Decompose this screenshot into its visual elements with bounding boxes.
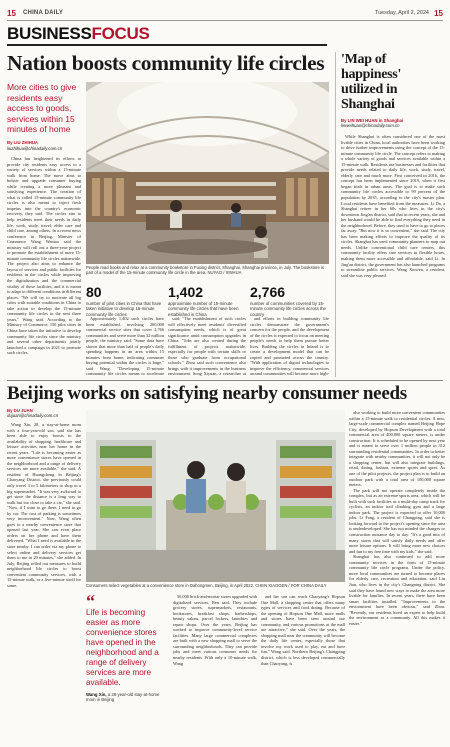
- masthead-rule: [7, 20, 443, 21]
- issue-date: Tuesday, April 2, 2024: [374, 10, 429, 16]
- stat-value: 80: [86, 284, 102, 300]
- story2-byline-email: dujuan@chinadaily.com.cn: [7, 413, 59, 419]
- photo-caption: People read books and relax at a community bookstore in Fuxing district, Shanghai. Shanghai province, in July. The bookstore is part of a model of the 15-minute community life circle in the area. NUYAO / XINHUA: [86, 265, 324, 276]
- story1-col1-text: China has heightened its efforts to provide city residents easy access to a variety of services within a 15-minute walk from home. The move aims to bolster and upgrade consumer buying while creating a more pleasant and satisfying experience. The creation of what is called 15-minute community life circles is also meant to inject fresh impetus into the country's economic recovery, they said. The circles aim to help residents meet their needs in daily life, work, study, travel, elder care and child care, among others. In a recent news conference in Beijing, Minister of Commerce Wang Wentao said the ministry will roll out a three-year project to promote the establishment of more 15-minute community life circles nationwide. The project also aims to enhance the layout of services and public facilities for residents in the circles while improving the digitalization and the commercial vitality of these facilities, and it is meant to adapt to different conditions in different places. "We will try to motivate all big cities with suitable conditions in China to take action to develop the 15-minute community life circles in the next three years," Wang said. According to the Ministry of Commerce, 150 pilot cities in China have taken the initiative to develop community life circles since the ministry and several other departments jointly launched a campaign in 2021 to promote such circles.: [7, 156, 81, 356]
- stat-circles: [168, 284, 246, 317]
- second-headline: Beijing works on satisfying nearby consumer needs: [7, 383, 407, 404]
- section-accent: FOCUS: [91, 24, 150, 43]
- paper-name: CHINA DAILY: [23, 10, 64, 16]
- story2-col5-text: The park will not operate completely inside the complex, but as an extreme sports area, which will be built with such facilities as a multi-day camp track for cyclists, an indoor trail climbing gym and a large indoor park. The project is expected to offer 10,000 jobs. Li Fang, a resident of Changping, said she is looking forward to the project's opening since the area is underdeveloped. She has not minded the changes or construction nuisance day to day. "It's a good mix of many stores that will satisfy daily needs and offer more leisure options. It will bring more new choices and fun to my free time with my kids," she said.: [349, 487, 445, 554]
- story1-col1: [7, 156, 81, 376]
- quote-who-desc: a 28-year-old stay-at-home mom in Beijing: [86, 692, 160, 703]
- edition-number: 15: [7, 9, 16, 18]
- story2-col1-text: Wang Xin, 28, a stay-at-home mom with a four-year-old son, said she has been able to enjoy boosts to the availability of shopping, healthcare and leisure activities near her home in the recent years. "Life is becoming easier as more convenience stores have opened in the neighborhood and a range of delivery services are more available," she said. A resident of Huangcheng in Beijing's Chaoyang District, she previously could only travel 3 to 5 kilometers to shop in a big supermarket. "It was very awkward to get since the distance is a long way to walk but too close to take a car," she said. "Now, if I want to go there, I need to go by car. The cost of parking is sometimes very inconvenient." Now, Wang often goes to a nearby convenience store that opened last year. She can even place orders on her phone and have them delivered. "What I need is available in the store nearby. I can order via my phone to select online and delivery services get them to me in 20 minutes," she added. In July, Beijing rolled out measures to build neighborhood life circles to boost convenient community services, with a 15-minute walk, or a five-minute stroll for some.: [7, 422, 81, 588]
- story2-col2: [173, 594, 257, 740]
- section-rule: [7, 44, 327, 46]
- story2-col6-text: Shanghai has also continued to add more community services in the form of 15-minute community life circle programs. Under the policy, more local communities are turned to become places for elderly care, recreation and education, said Lin Jian, who lives in the city's Changning district. She said they have found new ways to make the area more livable for families. In recent years, there have been smart facilities installed. "Improvements to the environment have been obvious," said Zhou. "Recently, our residents hired an expert to help build the environment as a community. All this makes it easier.": [349, 554, 445, 626]
- sidebar-byline-name: By LIN WEI HUAN in Shanghai: [341, 118, 404, 123]
- stat-text: approximate number of 15-minute community life circles that have been established in China: [168, 301, 239, 317]
- story2-col4-text: also working to build more convenient communities within a 15-minute walk to residential circles. A new, large-scale commercial complex named Beijing Hope City, developed by Hopson Development with a total commercial area of 400,000 square meters, is under construction. It is scheduled to be opened by next year and is meant to serve over 1 million people in 312 surrounding residential communities. In order to better integrate with nearby communities, it will not only be a shopping center, but will also integrate buildings, retail, dining, fashion, extreme sports and sport. As one of the pilot projects, the project plan is to build an outdoor park with a total area of 100,000 square meters.: [349, 410, 445, 488]
- bookstore-photo: [86, 82, 329, 264]
- sidebar-byline-email: linweihuan@chinadaily.com.cn: [341, 123, 400, 129]
- pull-quote: [86, 591, 168, 703]
- bookstore-illustration: [86, 82, 329, 264]
- main-headline: Nation boosts community life circles: [7, 51, 325, 75]
- deck: More cities to give residents easy access to goods, services within 15 minutes of home: [7, 82, 77, 134]
- story2-byline: [7, 408, 77, 419]
- sidebar-byline: [341, 118, 445, 129]
- quote-who-name: Wang Xin,: [86, 692, 107, 697]
- convenience-store-illustration: [86, 410, 345, 582]
- story2-col2-text: 50,000 brick-and-mortar stores upgraded with digitalized services, Ren said. They include grocery stores, supermarkets, restaurants, bookstores, breakfast shops, barbershops, beauty salons, parcel lockers, laundries and repair shops. Over the years, Beijing has worked to improve community-level service facilities. Many large commercial complexes are built with a new shopping mall to serve the surrounding neighborhoods. They can provide jobs and meet various consumer needs for nearby residents. With only a 10-minute walk, Wang: [173, 594, 257, 666]
- story1-col4-text: and efforts in building community life circles demonstrate the government's concern for the people, and the development of the circles is expected to focus on meeting people's needs to help them pursue better lives. Building the circles in Inland is to create a development model that can be copied and promoted across the country. "With application of digital technologies to improve the efficiency, commercial services around communities will become more high-: [250, 316, 329, 376]
- byline: [7, 140, 81, 151]
- section-title: [7, 24, 150, 44]
- stat-text: number of communities covered by 15-minute community life circles across the country: [250, 301, 326, 317]
- story2-col4: [349, 410, 445, 740]
- story1-col4: [250, 316, 329, 376]
- page-number: 15: [434, 9, 443, 18]
- sidebar-body-text: While Shanghai is often considered one of the most livable cities in China, local authorities have been working to drive further improvements using the concept of the 15-minute community life circle. The concept refers to making a whole variety of goods and services available within a 15-minute walk. Residents use businesses and facilities that provide needs related to daily life, work, study, travel, elderly care and much more. First conceived in 2016, the concept has been implemented since 2019, when it first began trials in urban areas. The goal is to make such community life circles accessible to 99 percent of the population by 2035, according to the city's master plan. Local residents have benefited from the measures. Li Da, a Shanghai retiree in her 60s who lives in the city's downtown Jing'an district, said that in recent years, she and her husband would be able to find everything they need in the neighborhood. Before, they used to have to go to places far away. "But now it is so convenient," she said. The city has been making efforts to improve the quality of its circles. Shanghai has used community planners to map out needs. Unlike conventional child care centers, this community facility offers care services in flexible hours, making them more accessible and affordable, said Li. In Jing'an district, the government has also launched programs to streamline public services. Wang Xiuwen, a resident, said she was very pleased.: [341, 134, 445, 278]
- stat-pilot-cities: [86, 284, 164, 317]
- stat-value: 1,402: [168, 284, 204, 300]
- story1-col3: [168, 316, 246, 376]
- stat-communities: [250, 284, 328, 317]
- quote-attribution: [86, 692, 168, 702]
- quote-text: Life is becoming easier as more convenience stores have opened in the neighborhood and a range of delivery services are more available.: [86, 608, 159, 687]
- story-divider: [7, 380, 443, 381]
- convenience-store-photo: [86, 410, 345, 582]
- sidebar-headline: 'Map of happiness' utilized in Shanghai: [341, 52, 402, 112]
- stat-value: 2,766: [250, 284, 286, 300]
- byline-email: liuzhihua@chinadaily.com.cn: [7, 145, 63, 151]
- photo2-caption: Consumers select vegetables at a convenience store in Dahongmen, Beijing, in April 2022. CHEN XIAOGEN / FOR CHINA DAILY: [86, 583, 327, 588]
- story2-byline-name: By DU JUAN: [7, 408, 33, 413]
- story2-col3-text: and her son can reach Chaoyang's Hopson One Mall, a shopping center that offers many types of services and food dining. Because of the opening of Hopson One Mall, more malls and stores have been seen around our community, and various promotions at the mall are attractive," she said. Over the years, the shopping mall near the community will become the daily life center, especially those that involve my work used to play, eat and have fun," Wang said. Northern Beijing's Changping district, which is less developed commercially than Chaoyang, is: [261, 594, 345, 666]
- sidebar-body: [341, 134, 445, 377]
- story2-col3: [261, 594, 345, 740]
- story1-col2-text: Approximately 1,402 such circles have been established, involving 200,000 commercial service sites that cover 2,766 communities and serve more than 32 million people, the ministry said. "Some data have shown that more than half of people's daily spending happens in an area within 15 minutes from home, indicating consumer buying potential within the circles is huge," said Wang. "Developing 15-minute community life circles means to accelerate: [86, 316, 164, 376]
- story2-col1: [7, 422, 81, 740]
- stat-text: number of pilot cities in China that have taken initiative to develop 15-minute community life circles: [86, 301, 162, 317]
- quote-mark-icon: “: [86, 591, 95, 611]
- sidebar-rule: [335, 52, 336, 377]
- section-lead: BUSINESS: [7, 24, 92, 43]
- byline-name: By LIU ZHIHUA: [7, 140, 39, 145]
- story1-col2: [86, 316, 164, 376]
- story1-col3-text: said: "The establishment of such circles will effectively meet residents' diversified consumption needs, which is of great significance amid consumption upgrades in China. "Jobs are also created during the fulfillment of projects nationwide, especially for people with certain skills or those who graduate from occupational schools." Zhou said such convenience also brings with it improvements in the business environment. Song Xiyuan, a researcher at: [168, 316, 246, 376]
